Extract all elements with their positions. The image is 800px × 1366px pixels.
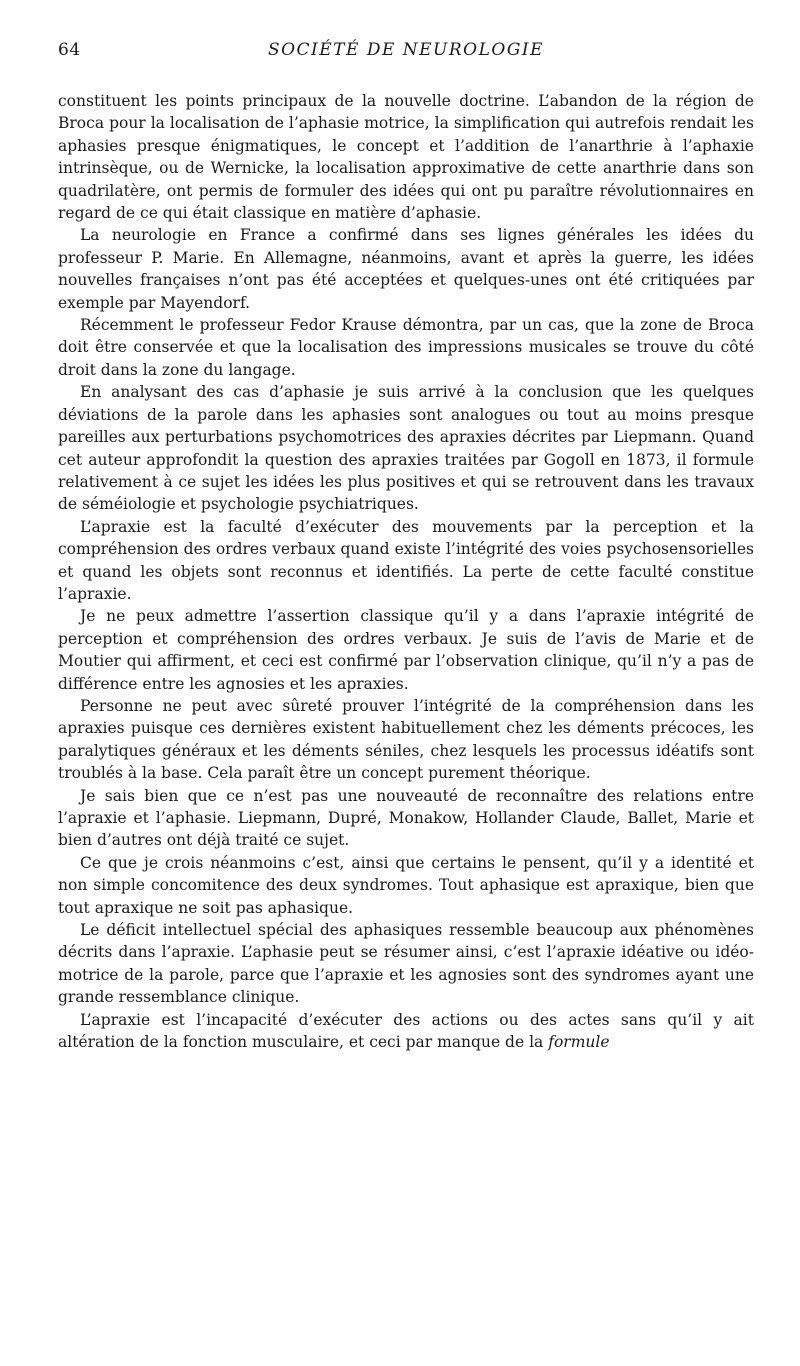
paragraph-11 — [58, 1009, 754, 1054]
body-text — [58, 90, 754, 1053]
paragraph-11-italic-word: formule — [548, 1033, 610, 1052]
page — [58, 40, 754, 1053]
journal-title: SOCIÉTÉ DE NEUROLOGIE — [267, 40, 545, 60]
paragraph-4: En analysant des cas d’aphasie je suis arrivé à la conclusion que les quelques déviations de la parole dans les aphasies sont analogues ou tout au moins presque pareilles aux perturbations psychomotrices des apraxies décrites par Liepmann. Quand cet auteur approfondit la question des apraxies traitées par Gogoll en 1873, il formule relativement à ce sujet les idées les plus positives et qui se retrouvent dans les travaux de séméiologie et psychologie psychiatriques. — [58, 383, 754, 514]
page-number: 64 — [58, 40, 81, 60]
paragraph-7: Personne ne peut avec sûreté prouver l’intégrité de la compréhension dans les apraxies puisque ces dernières existent habituellement chez les déments précoces, les paralytiques généraux et les déments séniles, chez lesquels les processus idéatifs sont troublés à la base. Cela paraît être un concept purement théorique. — [58, 696, 754, 783]
paragraph-3: Récemment le professeur Fedor Krause démontra, par un cas, que la zone de Broca doit être conservée et que la localisation des impressions musicales se trouve du côté droit dans la zone du langage. — [58, 316, 754, 379]
paragraph-8: Je sais bien que ce n’est pas une nouveauté de reconnaître des relations entre l’apraxie et l’aphasie. Liepmann, Dupré, Monakow, Hollander Claude, Ballet, Marie et bien d’autres ont déjà traité ce sujet. — [58, 786, 754, 850]
running-head — [58, 40, 754, 68]
paragraph-11-text: L’apraxie est l’incapacité d’exécuter des actions ou des actes sans qu’il y ait altération de la fonction musculaire, et ceci par manque de la — [58, 1010, 754, 1052]
paragraph-2: La neurologie en France a confirmé dans ses lignes générales les idées du professeur P. Marie. En Allemagne, néanmoins, avant et après la guerre, les idées nouvelles françaises n’ont pas été acceptées et quelques-unes ont été critiquées par exemple par Mayendorf. — [58, 226, 754, 312]
paragraph-5: L’apraxie est la faculté d’exécuter des mouvements par la perception et la compréhension des ordres verbaux quand existe l’intégrité des voies psychosensorielles et quand les objets sont reconnus et identifiés. La perte de cette faculté constitue l’apraxie. — [58, 517, 754, 603]
paragraph-9: Ce que je crois néanmoins c’est, ainsi que certains le pensent, qu’il y a identité et non simple concomitence des deux syndromes. Tout aphasique est apraxique, bien que tout apraxique ne soit pas aphasique. — [58, 853, 754, 917]
paragraph-6: Je ne peux admettre l’assertion classique qu’il y a dans l’apraxie intégrité de perception et compréhension des ordres verbaux. Je suis de l’avis de Marie et de Moutier qui affirment, et ceci est confirmé par l’observation clinique, qu’il n’y a pas de différence entre les agnosies et les apraxies. — [58, 607, 754, 693]
paragraph-1: constituent les points principaux de la nouvelle doctrine. L’abandon de la région de Broca pour la localisation de l’aphasie motrice, la simplification qui autrefois rendait les aphasies presque énigmatiques, le concept et l’addition de l’anarthrie à l’aphaxie intrinsèque, ou de Wernicke, la localisation approximative de cette anarthrie dans son quadrilatère, ont permis de formuler des idées qui ont pu paraître révolutionnaires en regard de ce qui était classique en matière d’aphasie. — [58, 92, 754, 223]
paragraph-10: Le déficit intellectuel spécial des aphasiques ressemble beaucoup aux phénomènes décrits dans l’apraxie. L’aphasie peut se résumer ainsi, c’est l’apraxie idéative ou idéo-motrice de la parole, parce que l’apraxie et les agnosies sont des syndromes ayant une grande ressemblance clinique. — [58, 921, 754, 1007]
